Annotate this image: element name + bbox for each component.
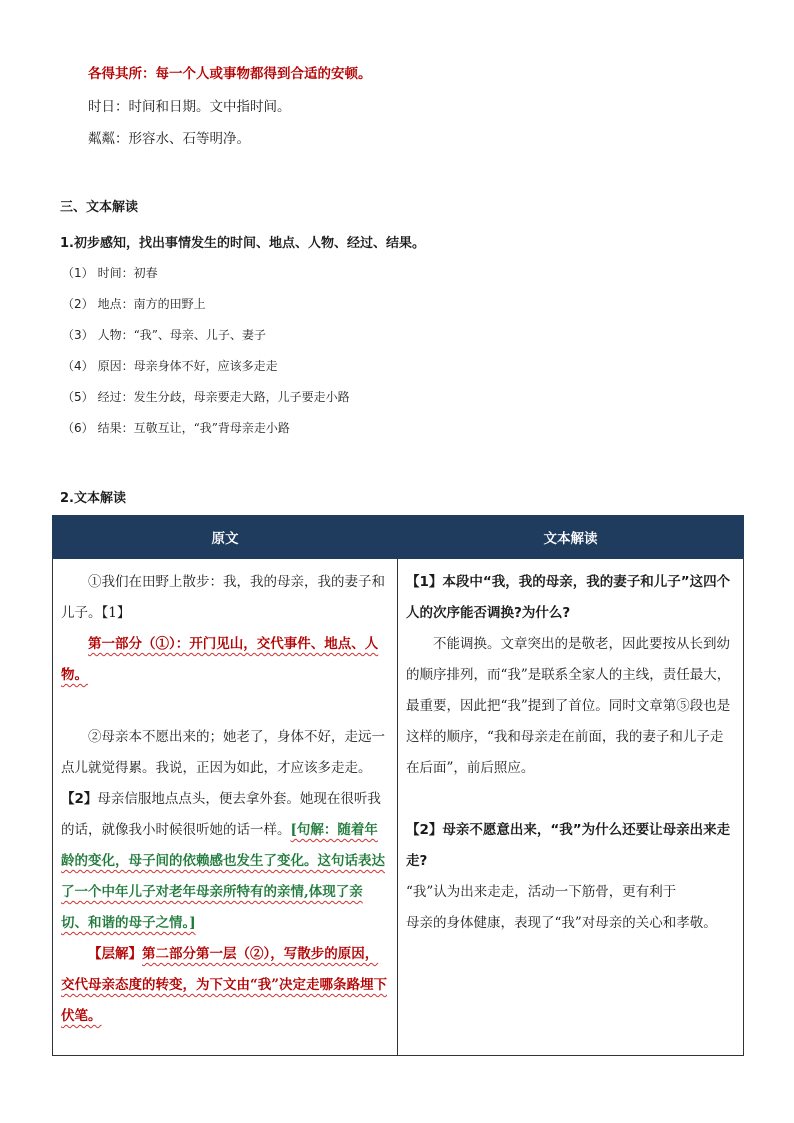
sentence-analysis: [句解：随着年龄的变化，母子间的依赖感也发生了变化。这句话表达了一个中年儿子对老年母亲所特有的亲情,体现了亲切、和谐的母子之情。] [61,822,385,931]
question-bracket-2: 【2】母亲不愿意出来，“我”为什么还要让母亲出来走走? [406,822,731,869]
paragraph-2-rest: 母亲信服地点点头，便去拿外套。她现在很听我的话，就像我小时候很听她的话一样。 [61,791,381,838]
item-text: 原因：母亲身体不好，应该多走走 [97,359,278,373]
paragraph-2 [61,722,389,939]
question-bracket-1: 【1】本段中“我，我的母亲，我的妻子和儿子”这四个人的次序能否调换?为什么? [406,574,731,621]
paragraph-2-start: ②母亲本不愿出来的；她老了，身体不好，走远一点儿就觉得累。我说，正因为如此，才应该多走走。 [61,729,385,776]
list-item [62,264,158,281]
original-text-cell [53,559,398,1056]
item-text: 地点：南方的田野上 [97,297,206,311]
paragraph-1: ①我们在田野上散步：我，我的母亲，我的妻子和儿子。【1】 [61,574,385,621]
question-1: 1.初步感知，找出事情发生的时间、地点、人物、经过、结果。 [60,236,425,251]
item-number: （2） [62,297,94,311]
header-original-text: 原文 [53,516,398,559]
table-row [53,559,744,1056]
spacer [406,784,735,815]
reading-table [52,515,744,1056]
section-title: 三、文本解读 [60,200,139,215]
item-number: （3） [62,328,94,342]
header-interpretation: 文本解读 [398,516,744,559]
answer-2-line-1: “我”认为出来走走，活动一下筋骨，更有利于 [406,884,677,900]
annotation-marker: 【2】 [61,791,98,807]
layer-note: 第二部分第一层（②），写散步的原因，交代母亲态度的转变，为下文由“我”决定走哪条路埋下伏笔。 [61,946,388,1024]
list-item [62,357,278,374]
answer-1: 不能调换。文章突出的是敬老，因此要按从长到幼的顺序排列，而“我”是联系全家人的主线，责任最大，最重要，因此把“我”提到了首位。同时文章第⑤段也是这样的顺序，“我和母亲走在前面，我的妻子和儿子走在后面”，前后照应。 [406,636,731,776]
list-item [62,419,290,436]
question-2: 2.文本解读 [60,491,126,506]
answer-2-line-2: 母亲的身体健康，表现了“我”对母亲的关心和孝敬。 [406,915,717,931]
table-header-row [53,516,744,559]
item-text: 人物：“我”、母亲、儿子、妻子 [97,328,266,342]
part-one-note-text: 第一部分（①）：开门见山，交代事件、地点、人物。 [61,636,379,683]
layer-tag: 【层解】 [88,946,142,962]
vocab-line-2: 时日：时间和日期。文中指时间。 [88,99,291,115]
item-text: 时间：初春 [97,266,158,280]
part-one-note [61,629,389,691]
item-number: （4） [62,359,94,373]
spacer [61,691,389,722]
item-text: 经过：发生分歧，母亲要走大路，儿子要走小路 [97,390,350,404]
list-item [62,388,350,405]
interpretation-cell [398,559,744,1056]
layer-analysis [61,939,389,1032]
item-number: （6） [62,421,94,435]
item-text: 结果：互敬互让，“我”背母亲走小路 [97,421,290,435]
list-item [62,295,206,312]
item-number: （1） [62,266,94,280]
list-item [62,326,266,343]
item-number: （5） [62,390,94,404]
vocab-line-1: 各得其所：每一个人或事物都得到合适的安顿。 [88,66,372,82]
vocab-line-3: 粼粼：形容水、石等明净。 [88,131,250,147]
